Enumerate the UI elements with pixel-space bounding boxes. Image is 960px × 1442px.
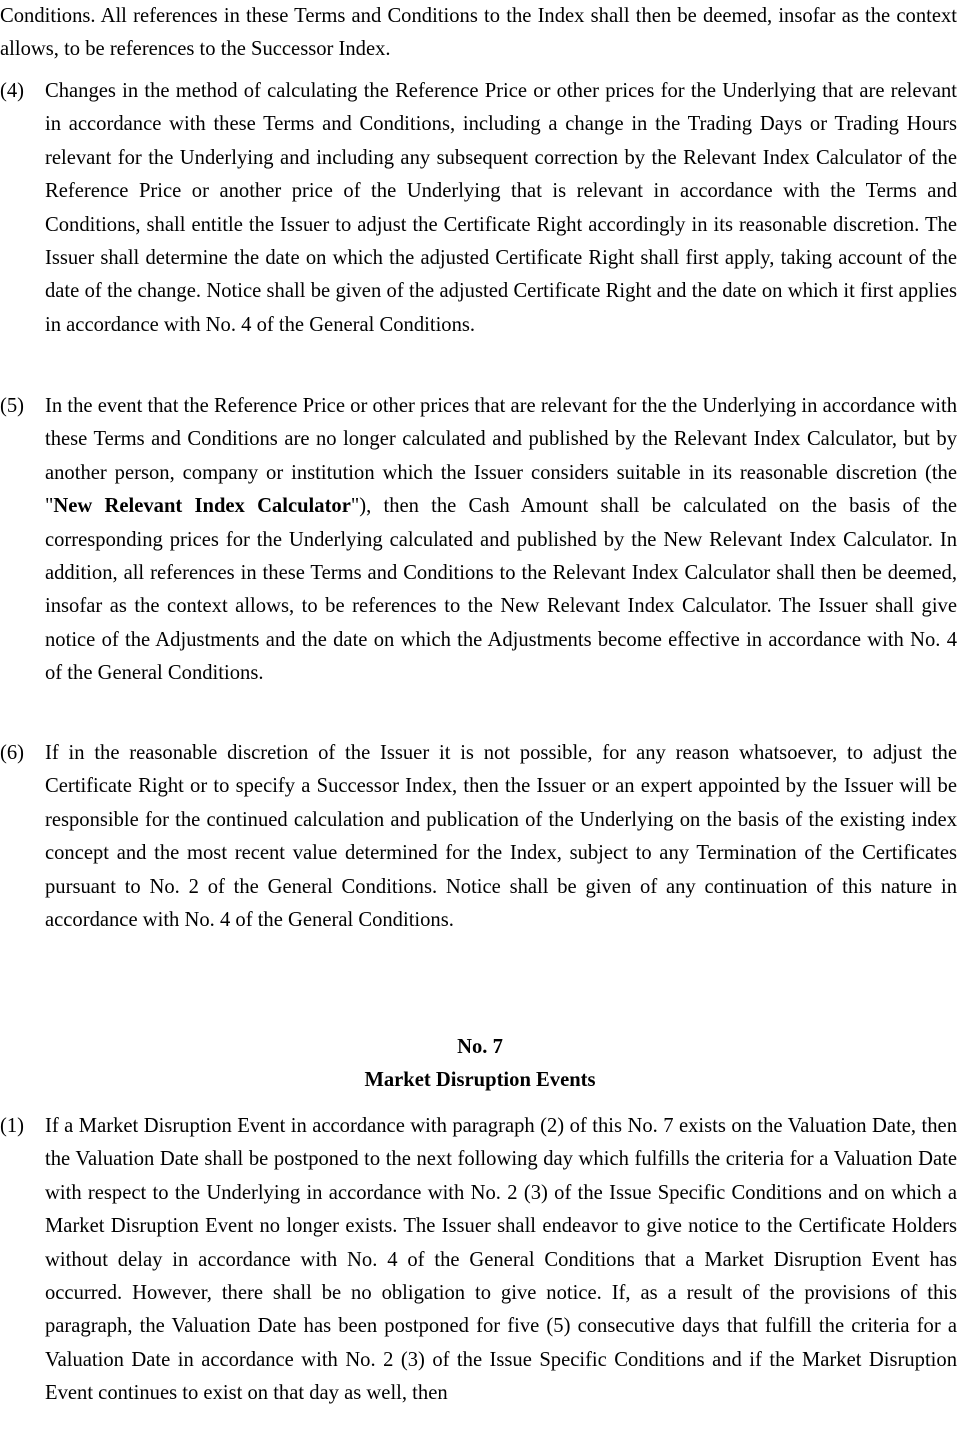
section7-paragraph-1 xyxy=(0,1110,957,1411)
lead-text: Conditions. All references in these Terms and Conditions to the Index shall then be deemed, insofar as the context allows, to be references to the Successor Index. xyxy=(0,5,957,61)
paragraph-text: Changes in the method of calculating the Reference Price or other prices for the Underlying that are relevant in accordance with these Terms and Conditions, including a change in the Trading Days or Trading Hours relevant for the Underlying and including any subsequent correction by the Relevant Index Calculator of the Reference Price or another price of the Underlying that is relevant in accordance with the Terms and Conditions, shall entitle the Issuer to adjust the Certificate Right accordingly in its reasonable discretion. The Issuer shall determine the date on which the adjusted Certificate Right shall first apply, taking account of the date of the change. Notice shall be given of the adjusted Certificate Right and the date on which it first applies in accordance with No. 4 of the General Conditions. xyxy=(45,80,957,336)
text-after: "), then the Cash Amount shall be calculated on the basis of the corresponding prices for the Underlying calculated and published by the New Relevant Index Calculator. In addition, all references in these Terms and Conditions to the Relevant Index Calculator shall then be deemed, insofar as the context allows, to be references to the New Relevant Index Calculator. The Issuer shall give notice of the Adjustments and the date on which the Adjustments become effective in accordance with No. 4 of the General Conditions. xyxy=(45,495,957,685)
defined-term: New Relevant Index Calculator xyxy=(53,495,351,518)
paragraph-text xyxy=(45,390,957,691)
paragraph-number: (1) xyxy=(0,1115,25,1137)
paragraph-number: (5) xyxy=(0,395,25,417)
paragraph-number: (6) xyxy=(0,742,25,764)
paragraph-number: (4) xyxy=(0,80,25,102)
paragraph-5 xyxy=(0,390,957,691)
section-title: Market Disruption Events xyxy=(364,1069,596,1091)
paragraph-6 xyxy=(0,737,957,937)
text-before: In the event that the Reference Price or other prices that are relevant for the the Underlying in accordance with these Terms and Conditions are no longer calculated and published by the Relevant Index Calculator, but by another person, company or institution which the Issuer considers suitable in its reasonable discretion (the " xyxy=(45,395,957,518)
paragraph-text: If in the reasonable discretion of the Issuer it is not possible, for any reason whatsoever, to adjust the Certificate Right or to specify a Successor Index, then the Issuer or an expert appointed by the Issuer will be responsible for the continued calculation and publication of the Underlying on the basis of the existing index concept and the most recent value determined for the Index, subject to any Termination of the Certificates pursuant to No. 2 of the General Conditions. Notice shall be given of any continuation of this nature in accordance with No. 4 of the General Conditions. xyxy=(45,742,957,932)
section-number: No. 7 xyxy=(457,1036,503,1058)
paragraph-text: If a Market Disruption Event in accordance with paragraph (2) of this No. 7 exists on the Valuation Date, then the Valuation Date shall be postponed to the next following day which fulfills the criteria for a Valuation Date with respect to the Underlying in accordance with No. 2 (3) of the Issue Specific Conditions and on which a Market Disruption Event no longer exists. The Issuer shall endeavor to give notice to the Certificate Holders without delay in accordance with No. 4 of the General Conditions that a Market Disruption Event has occurred. However, there shall be no obligation to give notice. If, as a result of the provisions of this paragraph, the Valuation Date has been postponed for five (5) consecutive days that fulfill the criteria for a Valuation Date in accordance with No. 2 (3) of the Issue Specific Conditions and if the Market Disruption Event continues to exist on that day as well, then xyxy=(45,1115,957,1405)
paragraph-4 xyxy=(0,75,957,342)
lead-paragraph xyxy=(0,0,957,67)
